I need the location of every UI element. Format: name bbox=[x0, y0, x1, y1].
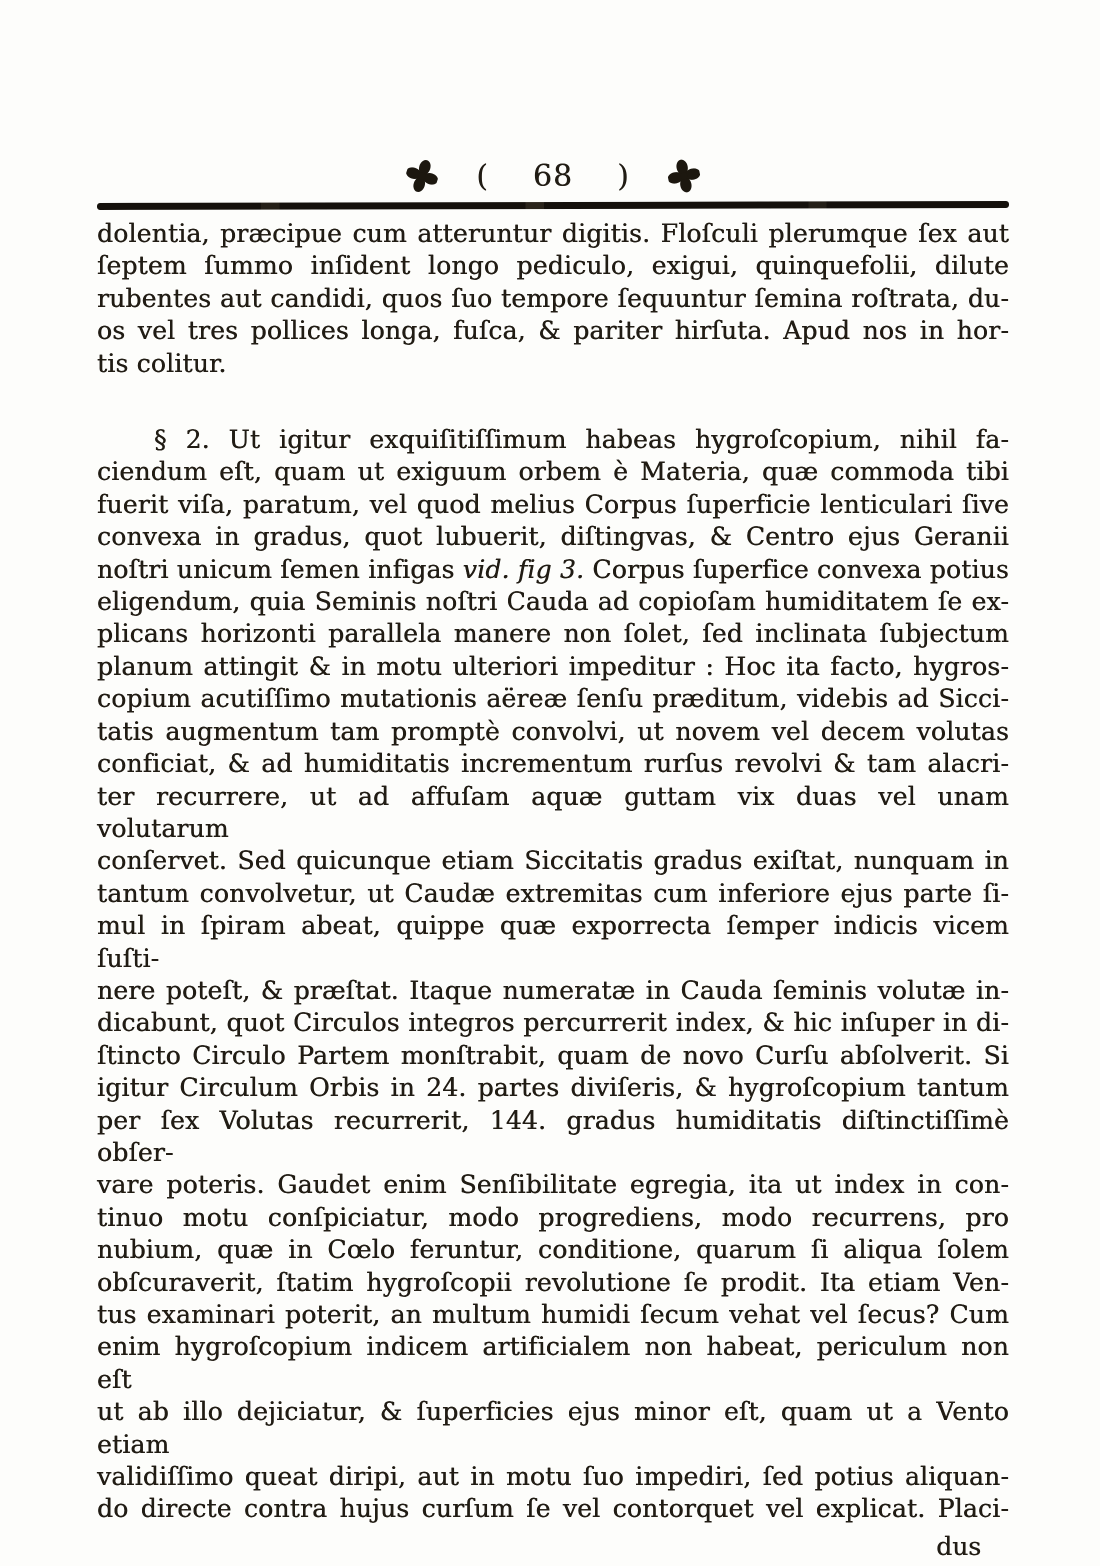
text-line: ter recurrere, ut ad affuſam aquæ guttam vix duas vel unam volutarum bbox=[97, 781, 1009, 843]
text-line: validiſſimo queat diripi, aut in motu ſuo impediri, ſed potius aliquan- bbox=[97, 1462, 1009, 1492]
text-line: fuerit viſa, paratum, vel quod melius Corpus ſuperficie lenticulari ſive bbox=[97, 489, 1009, 519]
text-line: rubentes aut candidi, quos ſuo tempore ſequuntur ſemina roſtrata, du- bbox=[97, 283, 1009, 313]
text-line: dicabunt, quot Circulos integros percurrerit index, & hic inſuper in di- bbox=[97, 1008, 1009, 1038]
text-line: igitur Circulum Orbis in 24. partes diviſeris, & hygroſcopium tantum bbox=[97, 1073, 1009, 1103]
text-line: ciendum eſt, quam ut exiguum orbem è Materia, quæ commoda tibi bbox=[97, 457, 1009, 487]
text-line: ſeptem ſummo inſident longo pediculo, exigui, quinquefolii, dilute bbox=[97, 251, 1009, 281]
text-line: do directe contra hujus curſum ſe vel contorquet vel explicat. Placi- bbox=[97, 1494, 1009, 1524]
header-rule bbox=[97, 201, 1009, 210]
text-line: § 2. Ut igitur exquiſitiſſimum habeas hygroſcopium, nihil fa- bbox=[154, 425, 1009, 455]
text-line: conficiat, & ad humiditatis incrementum rurſus revolvi & tam alacri- bbox=[97, 749, 1009, 779]
text-line: tus examinari poterit, an multum humidi ſecum vehat vel ſecus? Cum bbox=[97, 1300, 1009, 1329]
text-line: enim hygroſcopium indicem artificialem non habeat, periculum non eſt bbox=[97, 1332, 1009, 1394]
text-line: nere poteſt, & præſtat. Itaque numeratæ in Cauda ſeminis volutæ in- bbox=[97, 975, 1009, 1005]
text-line: convexa in gradus, quot lubuerit, diſtingvas, & Centro ejus Geranii bbox=[97, 522, 1009, 552]
printer-flower-icon bbox=[665, 156, 703, 196]
text-line: obſcuraverit, ſtatim hygroſcopii revolutione ſe prodit. Ita etiam Ven- bbox=[97, 1267, 1009, 1297]
text-run: noſtri unicum ſemen infigas bbox=[97, 554, 463, 584]
page-number-group bbox=[476, 159, 630, 194]
close-paren: ) bbox=[617, 158, 630, 194]
text-line: tinuo motu conſpiciatur, modo progrediens, modo recurrens, pro bbox=[97, 1202, 1009, 1232]
text-line: ut ab illo dejiciatur, & ſuperficies ejus minor eſt, quam ut a Vento etiam bbox=[97, 1397, 1009, 1459]
text-line: tatis augmentum tam promptè convolvi, ut novem vel decem volutas bbox=[97, 716, 1009, 746]
text-line: copium acutiſſimo mutationis aëreæ ſenſu præditum, videbis ad Sicci- bbox=[97, 684, 1009, 714]
text-line: per ſex Volutas recurrerit, 144. gradus humiditatis diſtinctiſſimè obſer- bbox=[97, 1105, 1009, 1167]
text-line: dolentia, præcipue cum atteruntur digitis. Floſculi plerumque ſex aut bbox=[97, 219, 1009, 248]
italic-figure-reference: vid. fig 3. bbox=[462, 554, 585, 584]
text-line: nubium, quæ in Cœlo feruntur, conditione, quarum ſi aliqua ſolem bbox=[97, 1235, 1009, 1265]
text-line: planum attingit & in motu ulteriori impeditur : Hoc ita facto, hygros- bbox=[97, 651, 1009, 681]
text-line: plicans horizonti parallela manere non ſolet, ſed inclinata ſubjectum bbox=[97, 619, 1009, 649]
catchword: dus bbox=[936, 1531, 981, 1561]
text-line: ſtincto Circulo Partem monſtrabit, quam de novo Curſu abſolverit. Si bbox=[97, 1040, 1009, 1070]
open-paren: ( bbox=[476, 158, 489, 194]
text-line: os vel tres pollices longa, fuſca, & pariter hirſuta. Apud nos in hor- bbox=[97, 316, 1009, 346]
text-run: Corpus ſuperfice convexa potius bbox=[584, 554, 1009, 584]
paragraph-section-2 bbox=[97, 424, 1009, 1526]
text-line: tis colitur. bbox=[97, 348, 227, 378]
text-line: vare poteris. Gaudet enim Senſibilitate egregia, ita ut index in con- bbox=[97, 1170, 1009, 1200]
page-header bbox=[97, 156, 1009, 196]
text-line: eligendum, quia Seminis noſtri Cauda ad copioſam humiditatem ſe ex- bbox=[97, 587, 1009, 617]
page-number: 68 bbox=[532, 158, 574, 194]
printer-flower-icon bbox=[402, 155, 443, 197]
text-line: conſervet. Sed quicunque etiam Siccitatis gradus exiſtat, nunquam in bbox=[97, 846, 1009, 876]
text-line: mul in ſpiram abeat, quippe quæ exporrecta ſemper indicis vicem ſuſti- bbox=[97, 911, 1009, 973]
text-line-with-italic bbox=[97, 554, 1009, 586]
paragraph-continuation bbox=[97, 218, 1009, 380]
text-line: tantum convolvetur, ut Caudæ extremitas cum inferiore ejus parte ſi- bbox=[97, 878, 1009, 908]
